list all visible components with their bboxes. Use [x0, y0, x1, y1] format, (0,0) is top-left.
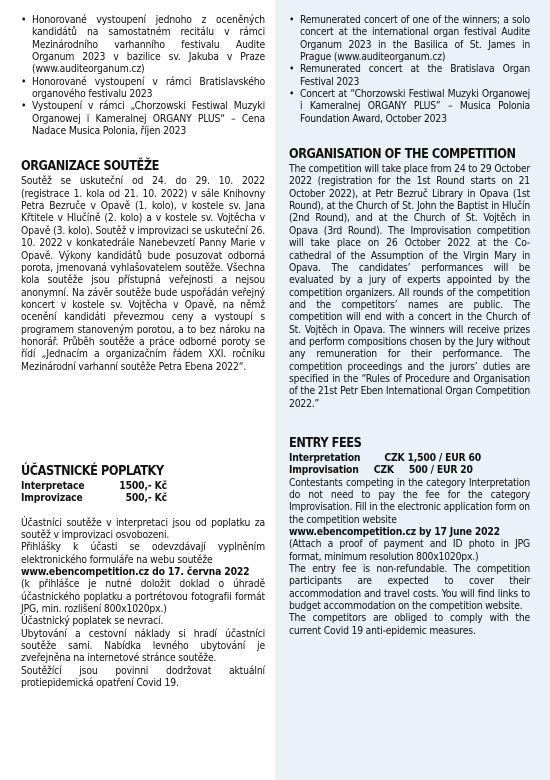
- fees-note-attachment: (k přihlášce je nutné doložit doklad o úhradě účastnického poplatku a portrétovou fotografii formát JPG, min. rozlišení 800x1020px.): [21, 578, 265, 616]
- fee-row-interpretace: [21, 480, 265, 492]
- fee-amount: 500,- Kč: [125, 492, 167, 505]
- fees-note-accommodation: Ubytování a cestovní náklady si hradí účastníci soutěže sami. Nabídka levného ubytování je zveřejněna na internetové stránce soutěže.: [21, 627, 265, 665]
- fees-deadline: www.ebencompetition.cz do 17. června 2022: [21, 566, 250, 578]
- prize-list-en: [289, 14, 530, 125]
- organizace-text: Soutěž se uskuteční od 24. do 29. 10. 2022 (registrace 1. kola od 21. 10. 2022) v sále Knihovny Petra Bezruče v Opavě (1. kolo), v kostele sv. Jana Křtitele v Hlučíně (2. kolo) a v kostele sv. Vojtěcha v Opavě (3. kolo). Soutěž v improvizaci se uskuteční 26. 10. 2022 v konkatedrále Nanebevzetí Panny Marie v Opavě. Výkony kandidátů bude posuzovat odborná porota, jmenovaná vyhlašovatelem soutěže. Všechna kola soutěže jsou přístupná veřejnosti a nejsou anonymní. Na závěr soutěže bude uspořádán veřejný koncert v kostele sv. Vojtěcha v Opavě, na němž ocenění kandidáti převezmou ceny a vystoupí s programem stanoveným porotou, a to bez nároku na honorář. Průběh soutěže a práce odborné poroty se řídí „Jednacím a organizačním řádem XXI. ročníku Mezinárodní varhanní soutěže Petra Ebena 2022“.: [21, 175, 265, 373]
- fee-line-improvisation: Improvisation CZK 500 / EUR 20: [289, 464, 473, 477]
- fee-name: Improvizace: [21, 492, 83, 505]
- entry-fees-nonrefundable: The entry fee is non-refundable. The competition participants are expected to cover their accommodation and travel costs. You will find links to budget accommodation on the competition website.: [289, 563, 530, 613]
- fee-line-interpretation: Interpretation CZK 1,500 / EUR 60: [289, 451, 481, 464]
- fee-row-improvizace: [21, 492, 265, 504]
- list-item: • Honorované vystoupení v rámci Bratislavského organového festivalu 2023: [21, 76, 265, 101]
- fee-name: Interpretace: [21, 479, 85, 492]
- fees-note-application: Přihlášky k účasti se odevzdávají vyplněním elektronického formuláře na webu soutěže: [21, 541, 265, 566]
- prize-list-cz: [21, 14, 265, 137]
- entry-fees-covid: The competitors are obliged to comply with the current Covid 19 anti-epidemic measures.: [289, 612, 530, 637]
- list-item: • Honorované vystoupení jednoho z oceněných kandidátů na samostatném recitálu v rámci Mezinárodního varhanního festivalu Audite Organum 2023 v bazilice sv. Jakuba v Praze (www.auditeorganum.cz): [21, 14, 265, 76]
- list-item: • Concert at “Chorzowski Festiwal Muzyki Organowej i Kameralnej ORGANY PLUS” – Musica Polonia Foundation Award, October 2023: [289, 88, 530, 125]
- fees-note-nonrefundable: Účastnický poplatek se nevrací.: [21, 615, 164, 628]
- section-title-poplatky: ÚČASTNICKÉ POPLATKY: [21, 463, 164, 479]
- fees-note-exempt: Účastníci soutěže v interpretaci jsou od poplatku za soutěž v improvizaci osvobozeni.: [21, 516, 265, 541]
- entry-fees-text: Contestants competing in the category Interpretation do not need to pay the fee for the category Improvisation. Fill in the electronic application form on the competition website: [289, 476, 530, 526]
- entry-fees-attachment: (Attach a proof of payment and ID photo in JPG format, minimum resolution 800x1020px.): [289, 538, 530, 563]
- list-item: • Vystoupení v rámci „Chorzowski Festiwal Muzyki Organowej i Kameralnej ORGANY PLUS“ – Cena Nadace Musica Polonia, říjen 2023: [21, 100, 265, 137]
- organisation-text: The competition will take place from 24 to 29 October 2022 (registration for the 1st Round starts on 21 October 2022), at Petr Bezruč Library in Opava (1st Round), at the Church of St. John the Baptist in Hlučín (2nd Round), and at the Church of St. Vojtěch in Opava (3rd Round). The Improvisation competition will take place on 26 October 2022 at the Co-cathedral of the Assumption of the Virgin Mary in Opava. The candidates’ performances will be evaluated by a jury of experts appointed by the competition organizers. All rounds of the competition and the competitors’ names are public. The competition will end with a concert in the Church of St. Vojtěch in Opava. The winners will receive prizes and perform compositions chosen by the Jury without any remuneration for their performance. The competition proceedings and the jurors’ duties are specified in the “Rules of Procedure and Organisation of the 21st Petr Eben International Organ Competition 2022.”: [289, 163, 530, 410]
- section-title-organizace: ORGANIZACE SOUTĚŽE: [21, 159, 159, 175]
- section-title-organisation: ORGANISATION OF THE COMPETITION: [289, 147, 516, 163]
- fee-amount: 1500,- Kč: [119, 479, 167, 492]
- section-title-entry-fees: ENTRY FEES: [289, 435, 362, 451]
- list-item: • Remunerated concert at the Bratislava Organ Festival 2023: [289, 63, 530, 88]
- list-item: • Remunerated concert of one of the winners; a solo concert at the international organ festival Audite Organum 2023 in the Basilica of St. James in Prague (www.auditeorganum.cz): [289, 14, 530, 63]
- entry-fees-deadline: www.ebencompetition.cz by 17 June 2022: [289, 526, 500, 539]
- english-column: [275, 0, 550, 780]
- fees-note-covid: Soutěžící jsou povinni dodržovat aktuální protiepidemická opatření Covid 19.: [21, 664, 265, 690]
